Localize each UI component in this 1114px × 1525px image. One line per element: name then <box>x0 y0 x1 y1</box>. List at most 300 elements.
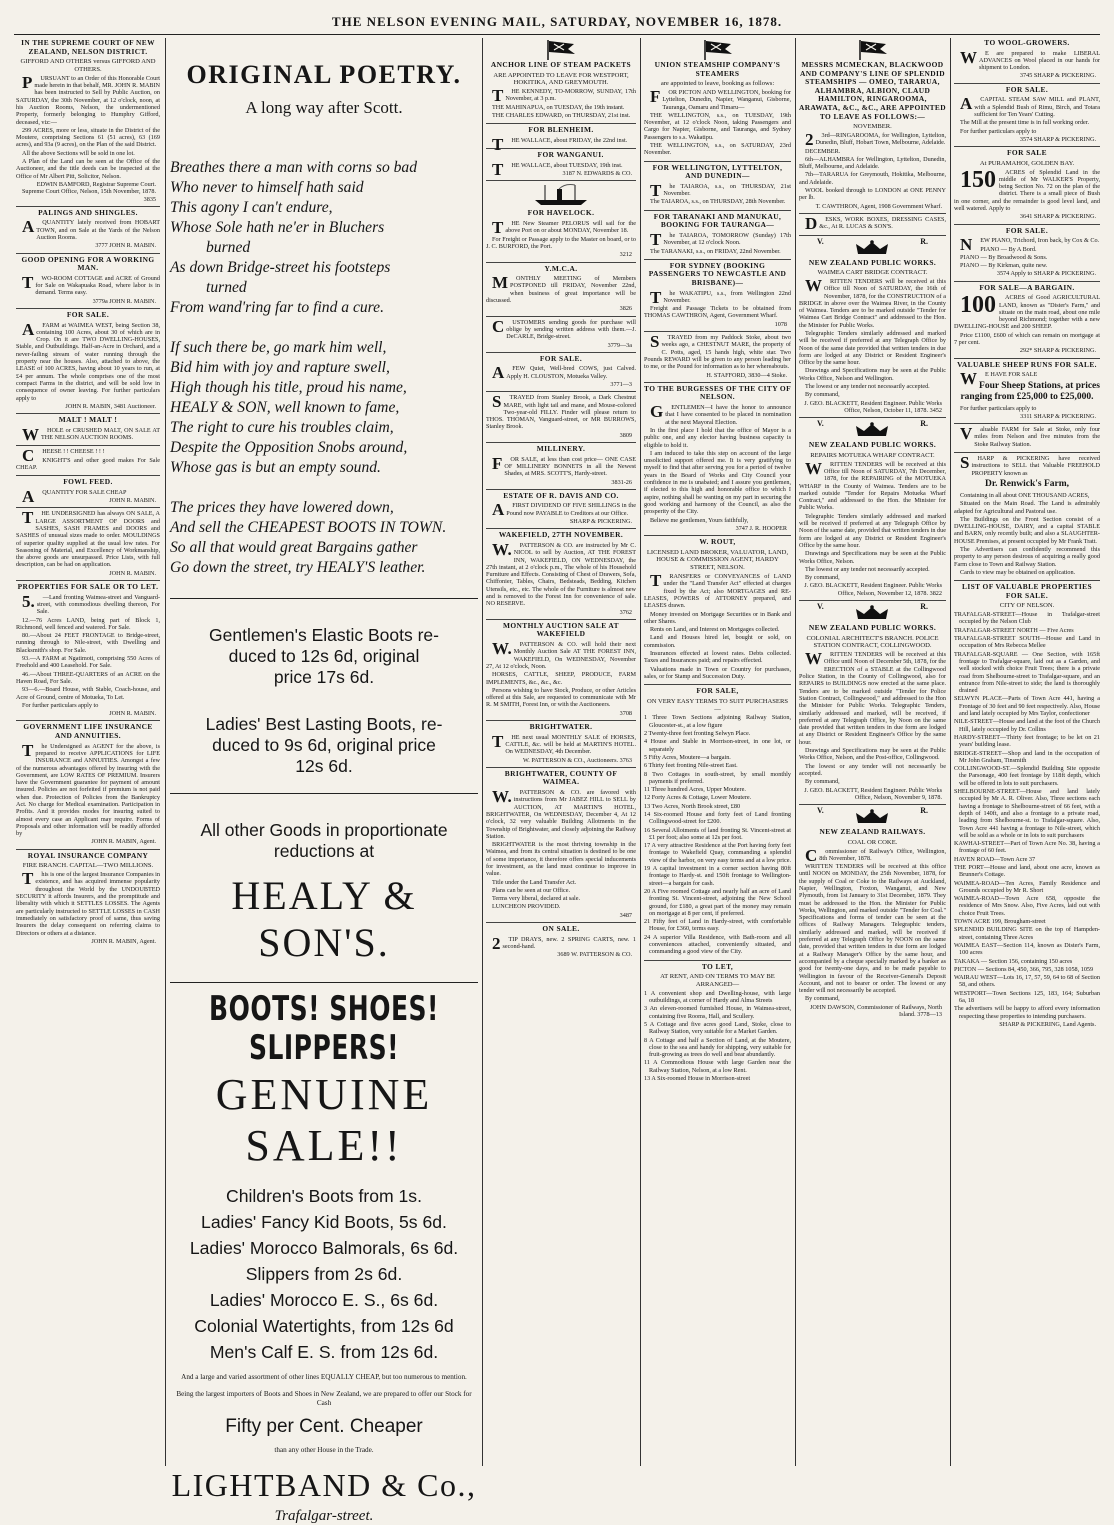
list-item: 12 Forty Acres & Cottage, Lower Moutere. <box>644 794 752 802</box>
advertisement <box>16 448 160 476</box>
advertisement <box>954 455 1100 581</box>
ad-heading: NEW ZEALAND PUBLIC WORKS. <box>808 257 937 267</box>
stanza <box>170 338 478 478</box>
advertisement <box>486 125 636 154</box>
ad-signature: JOHN R. MABIN. <box>109 569 156 577</box>
advertisement <box>954 227 1100 282</box>
notice-line: Gentlemen's Elastic Boots re- <box>209 625 439 645</box>
advertisement <box>644 385 791 536</box>
ad-paragraph: The TAIAROA, s.s., on THURSDAY, 28th November. <box>650 198 786 206</box>
advertisement <box>486 151 636 181</box>
ad-subheading: NOVEMBER. <box>853 123 892 131</box>
poem-body <box>170 158 478 578</box>
ad-paragraph: AFARM at WAIMEA WEST, being Section 38, containing 100 Acres, about 30 of which are in Crop. On it are TWO DWELLING-HOUSES, Stable, and Outbuildings. Half-an-Acre in Orchard, and a never-failing stream of water running through the property near the houses. Also, attached to above, the LEASE of 100 ACRES, having about 10 years to run, at £4 per annum. The whole comprises one of the most compact Farms in the district, and will be sold low in consequence of owner leaving. For further particulars apply to <box>16 319 160 402</box>
sale-line: Colonial Watertights, from 12s 6d <box>194 1316 454 1336</box>
ad-paragraph: WRITTEN TENDERS will be received at this office until NOON on MONDAY, the 25th November, 1878, for the supply of Coal or Coke to the Railways at Auckland, Napier, Wellington, Foxton, Wanganui, and New Plymouth, from 1st January to 31st December, 1879. They must be addressed to the Hon. the Minister for Public Works, Wellington, and marked outside "Tender for Coal." Specifications and forms of tender can be seen at the offices of Railway Managers. Telegraphic tenders, similarly addressed and marked, will be received if preferred at any Telegraph Office by NOON on the same date, provided that written tenders in due form are lodged at a Railway Manager's Office by the same hour, and accompanied by a cheque specially marked by a banker as good for twenty-one days, and to be made payable to Wellington in favour of the Receiver-General's Deposit Account, and not to bearer or order. The lowest or any tender will not necessarily be accepted. <box>799 863 946 995</box>
ad-paragraph: All the above Sections will be sold in one lot. <box>22 149 135 157</box>
ad-paragraph: Drawings and Specifications may be seen at the Public Works Office, Nelson. <box>799 550 946 565</box>
ad-heading: TO LET, <box>701 961 734 971</box>
poem-line: Whose Sole hath ne'er in Bluchers <box>170 219 385 236</box>
genuine-sale-heading: GENUINE SALE!! <box>215 1070 433 1170</box>
ad-paragraph: FOR PICTON AND WELLINGTON, booking for Lyttelton, Dunedin, Napier, Wanganui, Gisborne, Tauranga, Oamaru and Timaru— <box>650 86 791 111</box>
notice-line: price 17s 6d. <box>273 667 375 687</box>
column-5 <box>799 38 946 1466</box>
ad-signature: J. GEO. BLACKETT, Resident Engineer. Public Works Office, Nelson, October 11, 1878. 3452 <box>804 399 942 414</box>
list-item: COLLINGWOOD-ST.—Splendid Building Site opposite the Parsonage, 400 feet frontage by 118ft depth, which will be offered in lots to suit purchasers. <box>954 765 1100 787</box>
poem-line: burned <box>206 239 251 256</box>
ad-paragraph: 46.—About THREE-QUARTERS of an ACRE on the Haven Road, For Sale. <box>16 670 160 685</box>
ad-signature: 3487 <box>619 911 632 919</box>
list-item: KAWHAI-STREET—Part of Town Acre No. 38, having a frontage of 60 feet. <box>954 840 1100 855</box>
ad-paragraph: 12.—76 Acres LAND, being part of Block 1, Richmond, well fenced and watered. For Sale. <box>16 616 160 631</box>
advertisement <box>799 38 946 214</box>
cipher-r: R. <box>920 601 928 611</box>
ad-signature: 3574 Apply to SHARP & PICKERING. <box>996 270 1096 278</box>
ad-paragraph: For further particulars apply to <box>960 127 1037 135</box>
vr-cipher <box>799 603 946 623</box>
poem-line: HEALY & SON, well known to fame, <box>170 399 400 416</box>
ad-heading: FOR SALE, <box>696 686 739 696</box>
ad-paragraph: Price £1100, £600 of which can remain on mortgage at 7 per cent. <box>954 331 1100 347</box>
ad-paragraph: WOOL booked through to LONDON at ONE PENNY per lb. <box>799 187 946 202</box>
ad-heading: FOR WANGANUI. <box>537 150 604 160</box>
list-item: 19 A capital investment in a corner section having 80ft frontage to Hardy-st. and 150ft frontage to Wellington-street—a bargain for cash. <box>644 865 791 887</box>
ad-heading: MESSRS MCMECKAN, BLACKWOOD AND COMPANY'S LINE OF SPLENDID STEAMSHIPS — OMEO, TARARUA, ALHAMBRA, ALBION, CLAUD HAMILTON, RINGAROOMA, ARAWATA, &C., &C., ARE APPOINTED TO LEAVE AS FOLLOWS:— <box>799 60 946 121</box>
masthead: THE NELSON EVENING MAIL, SATURDAY, NOVEMBER 16, 1878. <box>331 14 783 29</box>
ad-heading: WAKEFIELD, 27TH NOVEMBER. <box>498 530 624 540</box>
ad-paragraph: 299 ACRES, more or less, situate in the District of the Moutere, comprising Sections 61 (51 acres), 63 (169 acres), and 93a (9 acres), on the Plan of the said District. <box>16 126 160 149</box>
ad-heading: FOR HAVELOCK. <box>527 208 595 218</box>
crown-icon <box>852 422 892 438</box>
ad-paragraph: Plans can be seen at our Office. <box>492 886 571 894</box>
advertisement <box>16 510 160 581</box>
list-item: TRAFALGAR-STREET—House in Trafalgar-street occupied by the Nelson Club <box>954 611 1100 626</box>
ad-heading: FOR WELLINGTON, LYTTELTON, AND DUNEDIN— <box>652 162 783 181</box>
flag-icon <box>544 38 578 60</box>
advertisement <box>954 149 1100 224</box>
ad-paragraph: THE New Steamer PELORUS will sail for the above Port on or about MONDAY, November 18. <box>492 218 636 238</box>
ad-subheading: COLONIAL ARCHITECT'S BRANCH. POLICE STATION CONTRACT, COLLINGWOOD. <box>806 634 939 650</box>
advertisement <box>486 492 636 529</box>
advertisement <box>16 583 160 721</box>
list-item: 1 A convenient shop and Dwelling-house, with large outbuildings, at corner of Hardy and Alma Streets <box>644 989 791 1005</box>
advertisement <box>486 925 636 961</box>
list-item: The advertisers will be happy to afford every information respecting these properties to intending purchasers. <box>954 1005 1100 1020</box>
ad-signature: 3708 <box>619 709 632 717</box>
ad-paragraph: CHEESE ! ! CHEESE ! ! ! <box>22 446 105 466</box>
ad-heading: W. ROUT, <box>699 537 736 547</box>
ad-heading: BRIGHTWATER. <box>529 722 593 732</box>
ad-paragraph: WE are prepared to make LIBERAL ADVANCES on Wool placed in our hands for shipment to London. <box>960 47 1100 72</box>
column-3 <box>486 38 636 1466</box>
ad-paragraph: WRITTEN TENDERS will be received at this Office until Noon of December 5th, 1878, for the ERECTION of a STABLE at the Collingwood Police Station, in the County of Collingwood, also for REPAIRS to BUILDINGS now erected at the same place. Tenders are to be marked outside "Tender for Police Station Contract, Collingwood," and addressed to the Hon the Minister for Public Works. Telegraphic Tenders, similarly addressed and marked, will be received, if preferred at any Telegraph Office, by Noon on the same date provided that written tenders in due form are lodged at any District or Resident Engineer's Office by the same hour. <box>799 649 946 746</box>
ad-heading: NEW ZEALAND PUBLIC WORKS. <box>808 622 937 632</box>
varied-assortment-note: And a large and varied assortment of other lines EQUALLY CHEAP, but too numerous to mention. <box>181 1373 467 1381</box>
ad-paragraph: Telegraphic Tenders similarly addressed and marked will be received if preferred at any Telegraph Office by Noon of the same date, provided that written tenders in due form are lodged at any District or Resident Engineer's Office by the same hour. <box>799 512 946 549</box>
poem-line: The prices they have lowered down, <box>170 499 394 516</box>
ad-feature-line: Four Sheep Stations, at prices ranging from £25,000 to £25,000. <box>960 380 1100 402</box>
ad-heading: TO THE BURGESSES OF THE CITY OF NELSON. <box>644 383 791 402</box>
ad-heading: ESTATE OF R. DAVIS AND CO. <box>503 490 619 500</box>
ad-paragraph: AFIRST DIVIDEND OF FIVE SHILLINGS in the Pound now PAYABLE to Creditors at our Office. <box>492 500 636 520</box>
list-item: 13 Two Acres, North Brook street, £80 <box>644 802 741 810</box>
advertisement <box>644 334 791 383</box>
ad-paragraph: 93—6.—Board House, with Stable, Coach-house, and Acre of Ground, centre of Motueka, To Let. <box>16 686 160 701</box>
notice-line: duced to 9s 6d, original price <box>212 735 436 755</box>
poem-line: turned <box>206 279 247 296</box>
column-rule <box>165 38 166 1466</box>
list-item: 11 A Commodious House with large Garden near the Railway Station, Nelson, at a low Rent. <box>644 1059 791 1074</box>
ad-heading: FOR TARANAKI AND MANUKAU, BOOKING FOR TAURANGA— <box>653 211 782 230</box>
big-number: 100 <box>960 292 996 319</box>
advertisement <box>644 963 791 1087</box>
poem-line: So all that would great Bargains gather <box>170 539 418 556</box>
ad-paragraph: THE next usual MONTHLY SALE of HORSES, CATTLE, &c. will be held at MARTIN'S HOTEL. On WEDNESDAY, 4th December. <box>492 731 636 756</box>
ad-heading: FOR SALE. <box>1005 84 1049 94</box>
sale-line: Ladies' Morocco Balmorals, 6s 6d. <box>189 1238 459 1258</box>
ad-signature: SHARP & PICKERING. <box>569 518 632 526</box>
ad-paragraph: Valuations made in Town or Country for purchases, sales, or for Stamp and Succession Duty. <box>644 665 791 680</box>
ad-paragraph: By command, <box>805 574 840 582</box>
ad-subheading: AT RENT, AND ON TERMS TO MAY BE ARRANGED— <box>660 973 775 989</box>
cipher-r: R. <box>920 806 928 816</box>
ad-paragraph: The Undersigned as AGENT for the above, is prepared to receive APPLICATIONS for LIFE INSURANCE and ANNUITIES. Amongst a few of the numerous advantages offered by insuring with the Government, are LOW RATES OF PREMIUM. Insurers have the Government guarantee for payment of amount insured. Policies are not forfeited if premium is not paid when due. Protection of Policies from the Bankruptcy Act. No charge for Medical examination. Participation in Profits. And it provides modes for insuring suited to almost every case an Applicant may require. Forms of Proposals and other information will be readily afforded by <box>16 740 160 838</box>
advertisement <box>486 38 636 124</box>
ad-paragraph: SHARP & PICKERING have received instructions to SELL that Valuable FREEHOLD PROPERTY known as <box>960 453 1100 477</box>
advertisement <box>486 445 636 490</box>
ad-signature: 3187 N. EDWARDS & CO. <box>562 170 632 178</box>
ad-paragraph: CUSTOMERS sending goods for purchase will oblige by sending written address with them.—J. DeCARLE, Bridge-street. <box>492 316 636 341</box>
steamship-icon <box>531 183 591 207</box>
ad-subheading: REPAIRS MOTUEKA WHARF CONTRACT. <box>810 451 935 459</box>
ad-paragraph: The Advertisers can confidently recommend this property to any person desirous of acquiring a really good Farm close to Town and Railway Station. <box>954 546 1100 568</box>
ad-heading: FOR SALE. <box>539 353 583 363</box>
column-1 <box>16 38 160 1466</box>
ad-signature: 3831-26 <box>611 478 632 486</box>
ad-paragraph: For Freight or Passage apply to the Master on board, or to J. C. BURFORD, the Port. <box>486 235 636 250</box>
ad-heading: NEW ZEALAND RAILWAYS. <box>819 827 926 837</box>
ad-paragraph: 2TIP DRAYS, new. 2 SPRING CARTS, new. 1 second-hand. <box>492 933 636 953</box>
ad-heading: MONTHLY AUCTION SALE AT WAKEFIELD <box>503 620 619 639</box>
ad-paragraph: Drawings and Specifications may be seen at the Public Works Office, Nelson, and the Post-office, Collingwood. <box>799 747 946 762</box>
column-rule <box>950 38 951 1466</box>
advertisement <box>16 256 160 309</box>
poem-line: Bid him with joy and rapture swell, <box>170 359 390 376</box>
list-item: 5 A Cottage and five acres good Land, Stoke, close to Railway Station, very suitable for a Market Garden. <box>644 1021 791 1036</box>
ad-heading: PROPERTIES FOR SALE OR TO LET. <box>17 582 159 592</box>
advertisement <box>486 770 636 923</box>
ad-paragraph: DESKS, WORK BOXES, DRESSING CASES, &c., At R. LUCAS & SON'S. <box>805 213 946 233</box>
list-item: SPLENDID BUILDING SITE on the top of Hampden-street, containing Three Acres <box>954 926 1100 941</box>
ad-paragraph: The TARANAKI, s.s., on FRIDAY, 22nd November. <box>650 247 781 255</box>
ad-signature: 3747 J. R. HOOPER <box>735 524 787 532</box>
list-item: TOWN ACRE 199, Brougham-street <box>954 918 1046 926</box>
advertisement <box>486 183 636 262</box>
lasting-boots-notice <box>170 714 478 777</box>
advertisement <box>16 209 160 254</box>
list-item: HAVEN ROAD—Town Acre 37 <box>954 855 1036 863</box>
ad-signature: 3212 <box>619 251 632 259</box>
ad-subheading: ON VERY EASY TERMS TO SUIT PURCHASERS— <box>646 697 789 713</box>
ad-paragraph: MONTHLY MEETING of Members POSTPONED till FRIDAY, November 22nd, when business of great importance will be discussed. <box>486 273 636 305</box>
ad-heading: Y.M.C.A. <box>544 263 578 273</box>
advertisement <box>16 723 160 849</box>
importers-note: Being the largest importers of Boots and Shoes in New Zealand, we are prepared to offer our Stock for Cash <box>176 1390 472 1407</box>
ad-paragraph: THE CHARLES EDWARD, on THURSDAY, 21st inst. <box>492 112 631 120</box>
advertisement <box>954 86 1100 147</box>
list-item: 16 Several Allotments of land fronting St. Vincent-street at £1 per foot; also some at 12s per foot. <box>644 826 791 841</box>
masthead-rule <box>14 34 1100 35</box>
list-item: TRAFALGAR-STREET SOUTH—House and Land in occupation of Mrs Rebecca Mellee <box>954 635 1100 650</box>
ad-heading: FOR SALE <box>1007 148 1047 158</box>
ad-paragraph: Freight and Passage Tickets to be obtained from THOMAS CAWTHRON, Agent, Government Wharf. <box>644 305 791 320</box>
ad-heading: ANCHOR LINE OF STEAM PACKETS <box>490 60 632 69</box>
poem-line: Whose gas is but an empty sound. <box>170 459 381 476</box>
list-item: 11 Three hundred Acres, Upper Moutere. <box>644 786 746 794</box>
ad-heading: UNION STEAMSHIP COMPANY'S STEAMERS <box>654 60 781 78</box>
ad-paragraph: PIANO — By Broadwood & Sons. <box>960 253 1048 261</box>
flag-icon <box>856 38 890 60</box>
ad-paragraph: Rents on Land, and Interest on Mortgages collected. <box>650 626 780 634</box>
ad-signature: JOHN R. MABIN, Agent. <box>91 838 156 846</box>
ad-paragraph: Drawings and Specifications may be seen at the Public Works Office, Nelson and Wellington. <box>799 367 946 382</box>
ad-subheading: At PURAMAHOI, GOLDEN BAY. <box>979 159 1075 167</box>
ad-feature-line: Dr. Renwick's Farm, <box>984 478 1070 489</box>
big-number: 150 <box>960 166 996 193</box>
ad-subheading: CITY OF NELSON. <box>999 602 1055 610</box>
cipher-v: V. <box>817 806 824 816</box>
list-item: TAKAKA — Section 156, containing 150 acres <box>954 957 1073 965</box>
ad-paragraph: Commissioner of Railway's Office, Wellington, 8th November, 1878. <box>805 845 946 865</box>
stanza <box>170 498 478 578</box>
ad-paragraph: The TAIAROA, TOMORROW (Sunday) 17th November, at 12 o'clock Noon. <box>650 229 791 249</box>
boots-shoes-slippers-heading: BOOTS! SHOES! SLIPPERS! <box>209 988 439 1068</box>
ad-heading: VALUABLE SHEEP RUNS FOR SALE. <box>957 359 1097 369</box>
list-item: 2 Twenty-three feet fronting Selwyn Place. <box>644 730 751 738</box>
notice-line: reductions at <box>273 841 375 861</box>
vr-cipher <box>799 420 946 440</box>
ad-paragraph: THE MAHINAPUA, on TUESDAY, the 19th instant. <box>492 103 625 111</box>
divider <box>170 982 478 983</box>
ad-paragraph: PIANO — By Kirkman, quite new. <box>960 262 1048 270</box>
trafalgar-street-address: Trafalgar-street. <box>274 1508 374 1524</box>
ad-paragraph: A Plan of the Land can be seen at the Office of the Auctioneer, and the title deeds can be inspected at the Office of Mr Albert Pitt, Solicitor, Nelson. <box>16 158 160 180</box>
list-item: PICTON — Sections 84, 450, 366, 795, 328 1058, 1059 <box>954 965 1094 973</box>
notice-line: All other Goods in proportionate <box>200 820 448 840</box>
ad-signature: JOHN R. MABIN. <box>109 710 156 718</box>
poem-line: Go down the street, try HEALY'S leather. <box>170 559 426 576</box>
list-item: 8 Two Cottages in south-street, by small monthly payments if preferred. <box>644 770 791 785</box>
ad-paragraph: Valuable FARM for Sale at Stoke, only four miles from Nelson and five minutes from the Stoke Railway Station. <box>960 424 1100 448</box>
ad-signature: 3745 SHARP & PICKERING. <box>1019 72 1096 80</box>
ad-paragraph: PURSUANT to an Order of this Honorable Court made herein in that behalf, MR. JOHN R. MABIN has been instructed to Sell by Public Auction, on SATURDAY, the 30th November, at 12 o'clock, noon, at his Auction Rooms, Nelson, the undermentioned Property, formerly belonging to Humphry Gifford, deceased, viz:— <box>16 72 161 126</box>
ad-paragraph: I am induced to take this step on account of the large unsolicited support offered me. It is very gratifying to myself to find that after serving you for a period of twelve years in the Board of Works and City Council your confidence in me is unabated; and I assure you gentlemen, if elected to this high and honorable office to which I aspire, nothing shall be wanting on my part in securing the good working and harmony of the Council, as also the prosperity of the City. <box>644 449 791 516</box>
ad-paragraph: TRANSFERS or CONVEYANCES of LAND under the "Land Transfer Act" effected at charges fixed by the Act; also MORTGAGES and RE-LEASES, POWERS of ATTORNEY prepared, and LEASES drawn. <box>644 571 791 610</box>
ad-signature: JOHN R. MABIN, Agent. <box>91 937 156 945</box>
ad-heading: PALINGS AND SHINGLES. <box>38 207 138 217</box>
sale-line: Men's Calf E. S. from 12s 6d. <box>209 1342 439 1362</box>
list-item: WAIMEA EAST—Section 114, known as Dister's Farm, 100 acres <box>954 941 1100 957</box>
poetry-column <box>170 38 478 1524</box>
ad-signature: JOHN DAWSON, Commissioner of Railways, North Island. 3778—13 <box>809 1003 942 1019</box>
ad-paragraph: Persons wishing to have Stock, Produce, or other Articles offered at this Sale, are requested to communicate with Mr R. M SMITH, Forest Inn, or with the Auctioneers. <box>486 686 636 709</box>
ad-paragraph: NEW PIANO, Trichord, Iron back, by Cox & Co. <box>960 235 1100 255</box>
ad-paragraph: WRITTEN TENDERS will be received at this Office till Noon of SATURDAY, 7th December, 1878, for the REPAIRING of the MOTUEKA WHARF in the County of Waimea. Tenders are to be marked outside "Tender for Repairs Motueka Wharf Contract," and addressed to the Hon. the Minister for Public Works. <box>799 458 946 512</box>
crown-icon <box>852 809 892 825</box>
ad-heading: LIST OF VALUABLE PROPERTIES FOR SALE. <box>962 582 1092 600</box>
ad-paragraph: The lowest or any tender will not necessarily be accepted. <box>799 762 946 777</box>
advertisement <box>16 478 160 508</box>
ad-paragraph: AQUANTITY FOR SALE CHEAP <box>22 486 127 506</box>
ad-heading: ON SALE. <box>542 924 580 934</box>
list-item: 24 A superior Villa Residence, with Bath-room and all conveniences attached, conveniently situated, and commanding a good view of the City. <box>644 933 791 956</box>
stanza <box>170 158 478 318</box>
list-item: WAIMEA-ROAD—Ten Acres, Family Residence and Grounds occupied by Mr R. Short <box>954 879 1100 894</box>
ad-heading: TO WOOL-GROWERS. <box>984 38 1070 47</box>
ad-subheading: GIFFORD AND OTHERS versus GIFFORD AND OTHERS. <box>20 58 156 73</box>
column-rule <box>640 38 641 1466</box>
vr-cipher <box>799 238 946 258</box>
ad-heading: GOVERNMENT LIFE INSURANCE AND ANNUITIES. <box>23 722 153 741</box>
ad-paragraph: 7th—TARARUA for Greymouth, Hokitika, Melbourne, and Adelaide. <box>799 171 946 186</box>
poem-line: As down Bridge-street his footsteps <box>170 259 391 276</box>
ad-signature: EDWIN BAMFORD, Registrar Supreme Court. Supreme Court Office, Nelson, 15th November, 1878. 3835 <box>21 180 156 203</box>
ad-paragraph: FOR SALE, at less than cost price— ONE CASE OF MILLINERY BONNETS in all the Newest Shades, at MRS. SCOTT'S, Hardy-street. <box>492 453 636 478</box>
crown-icon <box>852 240 892 256</box>
ad-paragraph: GENTLEMEN—I have the honor to announce that I have consented to be placed in nomination at the next Mayoral Election. <box>650 402 791 426</box>
ad-signature: JOHN R. MABIN. <box>109 497 156 505</box>
ad-signature: T. CAWTHRON, Agent, 1908 Government Wharf. <box>815 202 942 210</box>
poem-line: From wand'ring far to find a cure. <box>170 299 384 316</box>
ad-signature: 3689 W. PATTERSON & CO. <box>557 951 632 959</box>
list-item: SHELBOURNE-STREET—House and land lately occupied by Mr A. R. Oliver. Also, Three sections each having a frontage to Shelbourne-street of 66 feet, with a depth of 140ft, and also a frontage to a private road, leading from Shelbourne-st. to Trafalgar-square. Also, Town Acre 441 having a frontage to Nile-street, which will be sold as a whole or in lots to suit purchasers <box>954 788 1100 839</box>
ad-paragraph: ACRES of Splendid Land in the middle of Mr WALKER'S Property, being Section No. 72 on the plan of the district. There is a small piece of Bush in one corner, and the remainder is good level land, and well watered. Apply to <box>954 168 1100 213</box>
ad-signature: 3762 <box>619 608 632 616</box>
advertisement <box>486 355 636 392</box>
ad-heading: FOWL FEED. <box>63 477 113 487</box>
divider <box>170 598 478 599</box>
ad-paragraph: THE WALLACE, about FRIDAY, the 22nd inst. <box>492 134 628 154</box>
ad-heading: IN THE SUPREME COURT OF NEW ZEALAND, NELSON DISTRICT. <box>21 38 155 56</box>
advertisement <box>799 603 946 805</box>
ad-paragraph: AQUANTITY lately received from HOBART TOWN, and on Sale at the Yards of the Nelson Auction Rooms. <box>22 217 160 242</box>
ad-paragraph: ACAPITAL STEAM SAW MILL and PLANT, with a Splendid Bush of Rimu, Birch, and Totara sufficient for Ten Years' Cutting. <box>960 94 1100 118</box>
ad-signature: 3311 SHARP & PICKERING. <box>1020 412 1096 420</box>
ad-paragraph: W.PATTERSON & CO. are favored with instructions from Mr JABEZ HILL to SELL by AUCTION, AT MARTIN'S HOTEL, BRIGHTWATER, On WEDNESDAY, December 4, At 12 o'clock, 32 very valuable Building Allotments in the Township of Brightwater, and closely adjoining the Railway Station. <box>486 787 636 840</box>
advertisement <box>644 262 791 332</box>
list-item: 17 A very attractive Residence at the Port having forty feet frontage to Wakefield Quay, commanding a splendid view of the harbor, on very easy terms and at a low price. <box>644 842 792 864</box>
cipher-r: R. <box>920 419 928 429</box>
ad-signature: 3809 <box>619 431 632 439</box>
poem-line: The right to cure his troubles claim, <box>170 419 394 436</box>
advertisement <box>954 284 1100 359</box>
advertisement <box>799 807 946 1021</box>
advertisement <box>486 394 636 443</box>
advertisement <box>486 316 636 353</box>
advertisement <box>644 213 791 260</box>
ad-heading: MALT ! MALT ! <box>58 415 118 425</box>
ad-signature: 3777 JOHN R. MABIN. <box>95 242 156 250</box>
fifty-per-cent-heading: Fifty per Cent. Cheaper <box>225 1416 423 1437</box>
ad-paragraph: Title under the Land Transfer Act. <box>492 878 577 886</box>
notice-line: 12s 6d. <box>295 756 353 776</box>
than-any-other-house: than any other House in the Trade. <box>274 1446 374 1454</box>
ad-paragraph: DECEMBER. <box>805 147 841 155</box>
ad-paragraph: For further particulars apply to <box>960 404 1037 412</box>
ad-paragraph: ACRES of Good AGRICULTURAL LAND, known as "Dister's Farm," and situate on the main road, about one mile beyond Richmond; together with a new DWELLING-HOUSE and 200 SHEEP. <box>954 294 1100 331</box>
poem-line: High though his title, proud his name, <box>170 379 407 396</box>
ad-heading: MILLINERY. <box>536 444 586 454</box>
poem-subtitle: A long way after Scott. <box>245 98 403 117</box>
list-item: THE PORT—House and land, about one acre, known as Brunner's Cottage. <box>954 863 1100 879</box>
ad-paragraph: WHOLE or CRUSHED MALT, ON SALE AT THE NELSON AUCTION ROOMS. <box>22 424 160 444</box>
sale-line: Ladies' Morocco E. S., 6s 6d. <box>209 1290 439 1310</box>
elastic-boots-notice <box>170 625 478 688</box>
poem-line: Despite the Opposition Snobs around, <box>170 439 408 456</box>
ad-subheading: WAIMEA CART BRIDGE CONTRACT. <box>817 269 928 277</box>
lightband-heading: LIGHTBAND & Co., <box>171 1467 477 1503</box>
ad-paragraph: TWO-ROOM COTTAGE and ACRE of Ground for Sale on Wakapuaka Road, where labor is in demand. Terms easy. <box>22 272 160 297</box>
advertisement <box>954 426 1100 453</box>
list-item: 3 An eleven-roomed furnished House, in Waimea-street, containing five Rooms, Hall, and Scullery. <box>644 1005 791 1020</box>
ad-signature: W. PATTERSON & CO., Auctioneers. 3763 <box>522 756 632 764</box>
ad-paragraph: THE WELLINGTON, s.s., on TUESDAY, 19th November, at 12 o'clock Noon, taking Passengers and Cargo for Napier, Gisborne, and Tauranga, and Sydney Passengers to s.s. Wakatipu. <box>644 111 791 141</box>
list-item: SELWYN PLACE—Parts of Town Acre 441, having a Frontage of 30 feet and 90 feet respectively. Also, House and land lately occupied by Mrs Taylor, confectioner <box>954 695 1100 718</box>
ad-paragraph: By command, <box>805 778 840 786</box>
ad-paragraph: STRAYED from my Paddock Stoke, about two weeks ago, a CHESTNUT MARE, the property of C. Potts, aged, 15 hands high, white star. Two Pounds REWARD will be given to any person leading her to me, or the Pound for information as to her whereabouts. <box>644 332 791 371</box>
ad-paragraph: 6th—ALHAMBRA for Wellington, Lyttelton, Dunedin, Bluff, Melbourne, and Adelaide. <box>799 155 946 171</box>
cipher-v: V. <box>817 601 824 611</box>
ad-paragraph: 5.—Land fronting Waimea-street and Vanguard-street, with commodious dwelling thereon, For Sale. <box>22 591 160 616</box>
flag-icon <box>701 38 735 60</box>
ad-subheading: FIRE BRANCH. CAPITAL—TWO MILLIONS. <box>22 862 154 870</box>
ad-paragraph: THE UNDERSIGNED has always ON SALE, A LARGE ASSORTMENT OF DOORS and SASHES, SASH FRAMES and DOORS and SASHES of unusual sizes made to order. MOULDINGS of superior quality supplied at the usual low rates. For Seasoning of Material, and Excellency of Workmanship, the above goods are unsurpassed. Price Lists, with full description, can be had on application. <box>16 508 160 569</box>
ad-heading: NEW ZEALAND PUBLIC WORKS. <box>808 440 937 450</box>
ad-subheading: ARE APPOINTED TO LEAVE FOR WESTPORT, HOKITIKA, AND GREYMOUTH. <box>493 71 629 87</box>
vr-cipher <box>799 807 946 827</box>
list-item: WESTPORT—Town Sections 125, 183, 164; Suburban 6a, 18 <box>954 989 1100 1005</box>
list-item: HARDY-STREET—Thirty feet frontage; to be let on 21 years' building lease. <box>954 733 1100 749</box>
ad-paragraph: BRIGHTWATER is the most thriving township in the Waimea, and from its central situation is destined to be one of some importance, it therefore offers special inducements for investment, as the land must continue to improve in value. <box>486 841 636 878</box>
ad-paragraph: Terms very liberal, declared at sale. <box>492 895 581 903</box>
list-item: 4 House and Stable in Morrison-street, in one lot, or separately <box>644 738 791 753</box>
advertisement <box>644 164 791 211</box>
ad-signature: 3574 SHARP & PICKERING. <box>1019 135 1096 143</box>
ad-signature: H. STAFFORD, 3830—4 Stoke. <box>706 371 787 379</box>
advertisement <box>644 538 791 685</box>
advertisement <box>799 213 946 236</box>
ad-paragraph: The Buildings on the Front Section consist of a DWELLING-HOUSE, DAIRY, and a capital STABLE and BARN, only recently built; and also a SLAUGHTER-HOUSE Premises, at present occupied by Mr Frank Tratt. <box>954 515 1100 545</box>
ad-paragraph: The Mill at the present time is in full working order. <box>960 119 1090 127</box>
ad-heading: FOR SALE. <box>1005 225 1049 235</box>
ad-paragraph: 23rd—RINGAROOMA, for Wellington, Lyttelton, Dunedin, Bluff, Hobart Town, Melbourne, Adelaide. <box>805 129 946 149</box>
list-item: 5 Fifty Acres, Moutere—a bargain. <box>644 753 731 761</box>
advertisement <box>954 39 1100 84</box>
ad-heading: BRIGHTWATER, COUNTY OF WAIMEA. <box>504 768 618 787</box>
advertisement <box>799 420 946 601</box>
advertisement <box>486 265 636 317</box>
ad-paragraph: By command, <box>805 391 840 399</box>
ad-signature: SHARP & PICKERING, Land Agents. <box>999 1020 1096 1028</box>
advertisement <box>16 852 160 948</box>
divider <box>170 793 478 794</box>
property-list <box>644 714 791 955</box>
property-list <box>954 611 1100 1020</box>
ad-heading: ROYAL INSURANCE COMPANY <box>27 850 149 860</box>
column-6 <box>954 38 1100 1466</box>
list-item: NILE-STREET—House and land at the foot of the Church Hill, lately occupied by Dr. Collins <box>954 718 1100 733</box>
ad-paragraph: AFEW Quiet, Well-bred COWS, just Calved. Apply H. CLOUSTON, Motueka Valley. <box>492 363 636 383</box>
